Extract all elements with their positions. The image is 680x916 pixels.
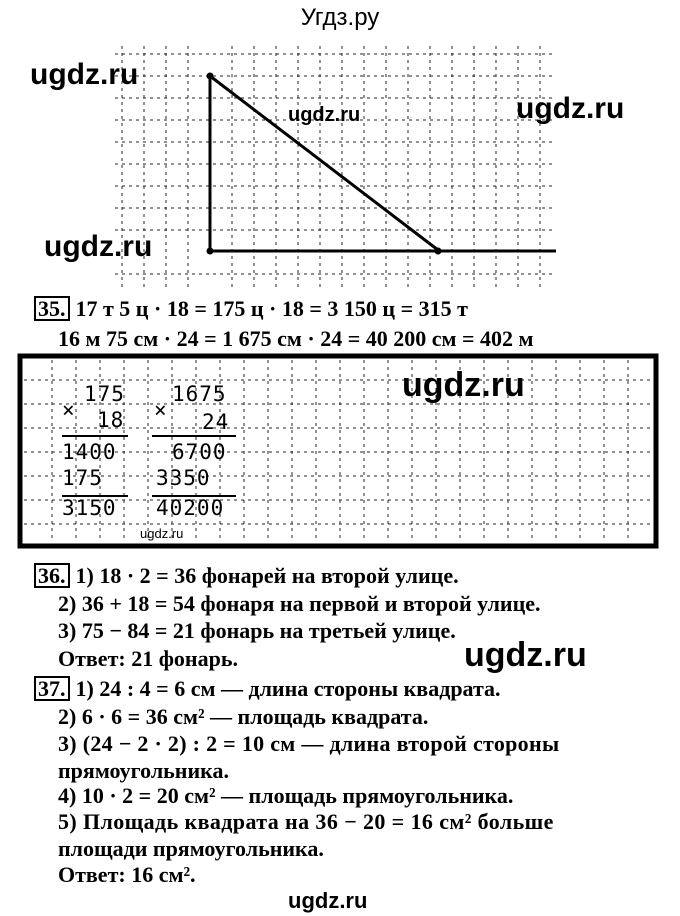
task-36-line-4: Ответ: 21 фонарь. [58,646,238,671]
task-36-text-1: 1) 18 · 2 = 36 фонарей на второй улице. [75,563,459,588]
calc-2-p2: 3350 [156,466,211,490]
task-37-line-6: 5) Площадь квадрата на 36 − 20 = 16 см² больше [58,809,554,834]
calc-1-result: 3150 [62,496,117,520]
watermark: ugdz.ru [44,230,153,263]
calc-2-a: 1675 [172,382,227,406]
task-number: 37. [34,676,70,701]
task-36-line-1 [34,563,459,589]
calc-2-result: 40200 [156,496,225,520]
watermark: ugdz.ru [516,92,625,125]
task-number: 36. [34,563,70,588]
calc-1-p2: 175 [62,466,103,490]
task-35-line-1 [34,296,468,322]
calc-2-p1: 6700 [172,440,227,464]
calc-2-op: × [154,398,168,422]
task-37-line-1 [34,676,501,702]
watermark: ugdz.ru [464,636,587,674]
watermark: ugdz.ru [140,526,184,541]
calc-2-b: 24 [202,410,230,434]
watermark: ugdz.ru [288,104,361,126]
task-36-line-2: 2) 36 + 18 = 54 фонаря на первой и второй улице. [58,591,541,616]
task-37-line-3: 3) (24 − 2 · 2) : 2 = 10 см — длина второй стороны [58,731,560,756]
watermark: ugdz.ru [30,58,139,91]
task-37-line-7: площади прямоугольника. [58,836,324,861]
task-36-line-3: 3) 75 − 84 = 21 фонарь на третьей улице. [58,618,456,643]
task-37-line-8: Ответ: 16 см². [58,862,196,887]
calc-1-op: × [62,398,76,422]
calc-1-p1: 1400 [62,440,117,464]
calc-1-a: 175 [84,382,125,406]
task-37-line-2: 2) 6 · 6 = 36 см² — площадь квадрата. [58,704,429,729]
task-35-text-1: 17 т 5 ц · 18 = 175 ц · 18 = 3 150 ц = 315 т [75,296,468,321]
task-35-line-2: 16 м 75 см · 24 = 1 675 см · 24 = 40 200 см = 402 м [58,326,534,351]
calc-1-b: 18 [97,408,125,432]
watermark: ugdz.ru [402,366,525,404]
task-37-text-1: 1) 24 : 4 = 6 см — длина стороны квадрата. [75,676,501,701]
task-37-line-4: прямоугольника. [58,758,229,783]
task-number: 35. [34,296,70,321]
task-37-line-5: 4) 10 · 2 = 20 см² — площадь прямоугольника. [58,783,514,808]
site-title: Угдз.ру [300,4,380,31]
watermark: ugdz.ru [288,888,368,913]
